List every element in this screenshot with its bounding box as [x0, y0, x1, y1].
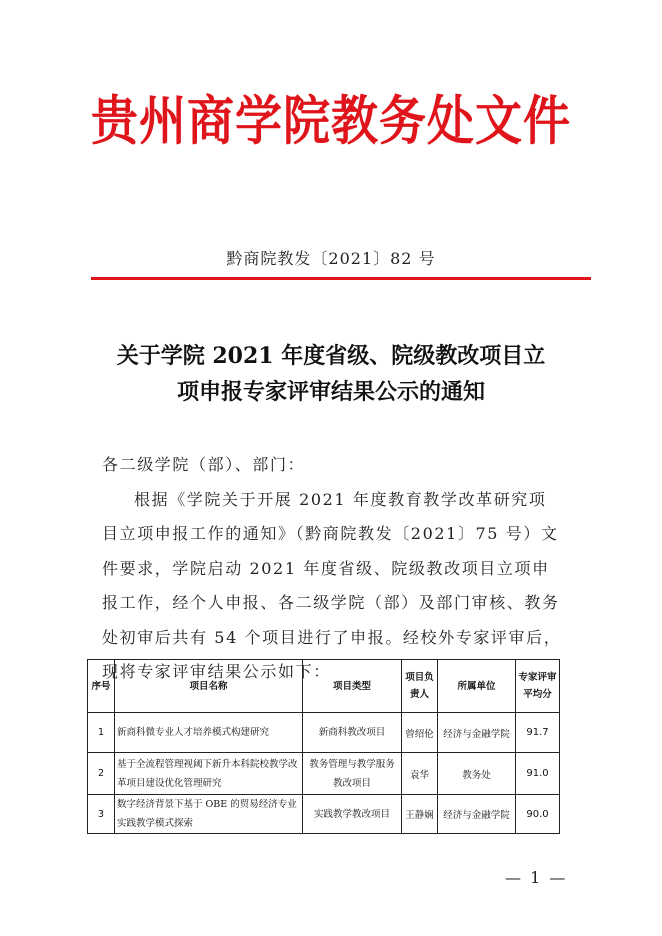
row-score: 90.0 — [516, 795, 560, 834]
table-header-row — [88, 660, 560, 713]
table-row — [88, 713, 560, 753]
header-project-name: 项目名称 — [115, 660, 303, 713]
header-project-lead: 项目负责人 — [402, 660, 438, 713]
header-average-score: 专家评审平均分 — [516, 660, 560, 713]
salutation: 各二级学院（部）、部门： — [102, 455, 306, 474]
notice-body — [104, 448, 564, 690]
row-unit: 经济与金融学院 — [438, 713, 516, 753]
page-number: — 1 — — [505, 868, 568, 887]
review-results-table — [87, 659, 560, 834]
row-score: 91.7 — [516, 713, 560, 753]
document-number: 黔商院教发〔2021〕82 号 — [226, 249, 436, 268]
notice-title-line-1: 关于学院 2021 年度省级、院级教改项目立 — [116, 343, 546, 369]
row-project-lead: 曾绍伦 — [402, 713, 438, 753]
header-unit: 所属单位 — [438, 660, 516, 713]
row-no: 3 — [88, 795, 115, 834]
header-no: 序号 — [88, 660, 115, 713]
table-row — [88, 753, 560, 795]
red-divider-line — [91, 277, 591, 280]
header-project-type: 项目类型 — [303, 660, 402, 713]
row-project-type: 实践教学教改项目 — [303, 795, 402, 834]
row-project-type: 教务管理与教学服务教改项目 — [303, 753, 402, 795]
row-no: 1 — [88, 713, 115, 753]
notice-title-line-2: 项申报专家评审结果公示的通知 — [176, 379, 485, 405]
table-row — [88, 795, 560, 834]
row-project-lead: 袁华 — [402, 753, 438, 795]
row-score: 91.0 — [516, 753, 560, 795]
row-project-name: 新商科微专业人才培养模式构建研究 — [115, 713, 303, 753]
row-no: 2 — [88, 753, 115, 795]
row-project-name: 数字经济背景下基于 OBE 的贸易经济专业实践教学模式探索 — [115, 795, 303, 834]
row-unit: 教务处 — [438, 753, 516, 795]
row-project-type: 新商科教改项目 — [303, 713, 402, 753]
body-paragraph: 根据《学院关于开展 2021 年度教育教学改革研究项目立项申报工作的通知》（黔商院教发〔2021〕75 号）文件要求，学院启动 2021 年度省级、院级教改项目立项申报工作，经个人申报、各二级学院（部）及部门审核、教务处初审后共有 54 个项目进行了申报。经校外专家评审后，现将专家评审结果公示如下： — [102, 489, 562, 681]
document-masthead: 贵州商学院教务处文件 — [91, 90, 571, 153]
row-project-lead: 王静娴 — [402, 795, 438, 834]
row-project-name: 基于全流程管理视阈下新升本科院校教学改革项目建设优化管理研究 — [115, 753, 303, 795]
notice-title — [0, 338, 662, 410]
row-unit: 经济与金融学院 — [438, 795, 516, 834]
